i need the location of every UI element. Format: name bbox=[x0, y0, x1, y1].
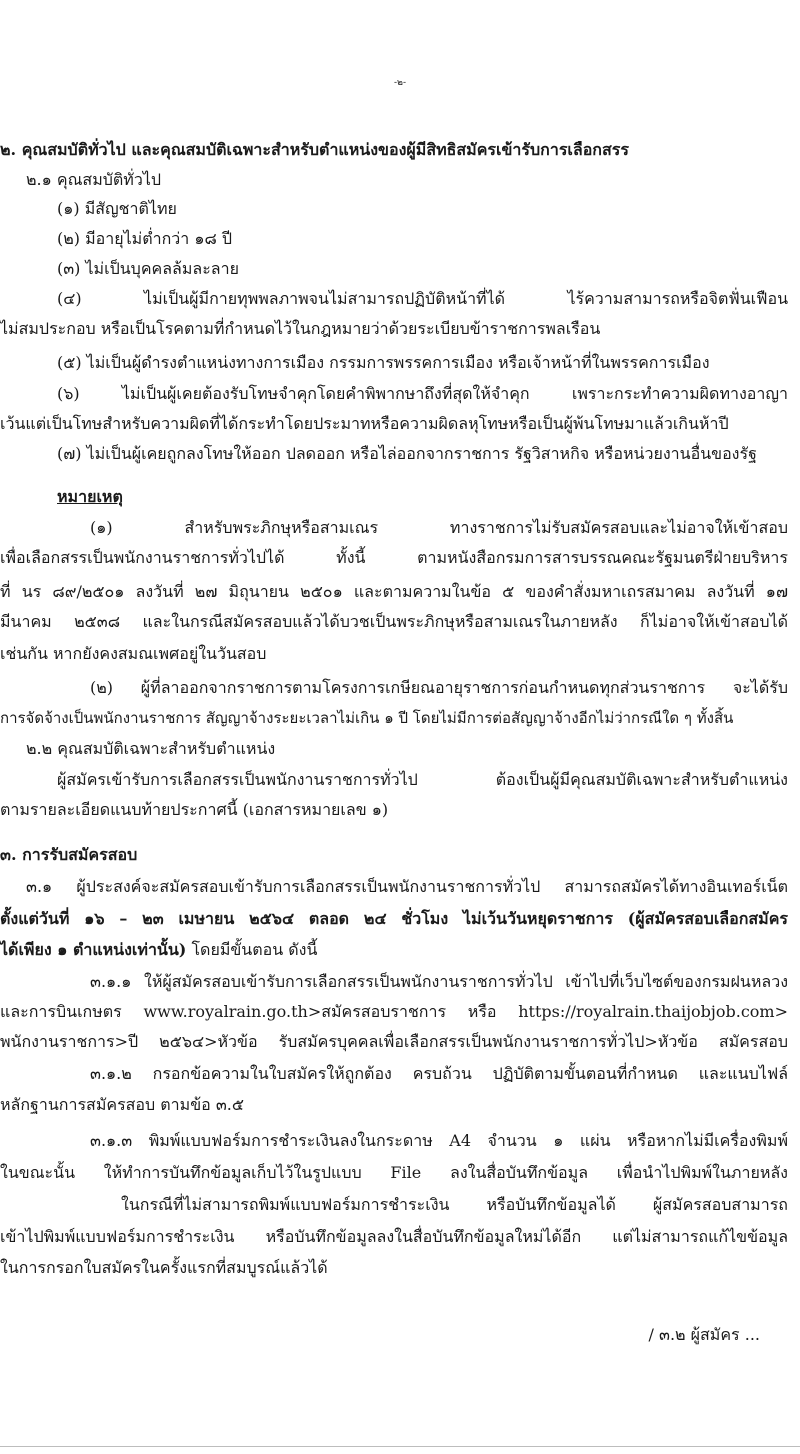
section-2-2-line1: ผู้สมัครเข้ารับการเลือกสรรเป็นพนักงานราชการทั่วไป ต้องเป็นผู้มีคุณสมบัติเฉพาะสำหรับตำแหน่ง bbox=[57, 770, 788, 789]
note-1-line4: มีนาคม ๒๕๓๘ และในกรณีสมัครสอบแล้วได้บวชเป็นพระภิกษุหรือสามเณรในภายหลัง ก็ไม่อาจให้เข้าสอบได้ bbox=[0, 612, 788, 631]
section-3-title: ๓. การรับสมัครสอบ bbox=[0, 845, 138, 864]
qualification-4-line1: (๔) ไม่เป็นผู้มีกายทุพพลภาพจนไม่สามารถปฏิบัติหน้าที่ได้ ไร้ความสามารถหรือจิตฟั่นเฟือน bbox=[57, 289, 788, 308]
note-1-line5: เช่นกัน หากยังคงสมณเพศอยู่ในวันสอบ bbox=[0, 644, 267, 663]
qualification-4-line2: ไม่สมประกอบ หรือเป็นโรคตามที่กำหนดไว้ในกฎหมายว่าด้วยระเบียบข้าราชการพลเรือน bbox=[0, 319, 601, 338]
page-number: -๒- bbox=[393, 78, 406, 88]
note-title: หมายเหตุ bbox=[57, 487, 123, 506]
qualification-5: (๕) ไม่เป็นผู้ดำรงตำแหน่งทางการเมือง กรรมการพรรคการเมือง หรือเจ้าหน้าที่ในพรรคการเมือง bbox=[57, 353, 710, 372]
qualification-6-line1: (๖) ไม่เป็นผู้เคยต้องรับโทษจำคุกโดยคำพิพากษาถึงที่สุดให้จำคุก เพราะกระทำความผิดทางอาญา bbox=[57, 384, 788, 403]
note-2-line2: การจัดจ้างเป็นพนักงานราชการ สัญญาจ้างระยะเวลาไม่เกิน ๑ ปี โดยไม่มีการต่อสัญญาจ้างอีกไม่ว่ากรณีใด ๆ ทั้งสิ้น bbox=[0, 709, 734, 727]
section-2-title: ๒. คุณสมบัติทั่วไป และคุณสมบัติเฉพาะสำหรับตำแหน่งของผู้มีสิทธิสมัครเข้ารับการเลือกสรร bbox=[0, 140, 629, 159]
section-3-1-1-line2: และการบินเกษตร www.royalrain.go.th>สมัครสอบราชการ หรือ https://royalrain.thaijobjob.com> bbox=[0, 1002, 788, 1021]
section-2-2-line2: ตามรายละเอียดแนบท้ายประกาศนี้ (เอกสารหมายเลข ๑) bbox=[0, 800, 389, 819]
section-2-2-title: ๒.๒ คุณสมบัติเฉพาะสำหรับตำแหน่ง bbox=[26, 739, 276, 758]
section-3-1-line2: ตั้งแต่วันที่ ๑๖ – ๒๓ เมษายน ๒๕๖๔ ตลอด ๒๔ ชั่วโมง ไม่เว้นวันหยุดราชการ (ผู้สมัครสอบเลือกสมัคร bbox=[0, 909, 788, 928]
section-3-1-line3-bold: ได้เพียง ๑ ตำแหน่งเท่านั้น) bbox=[0, 940, 187, 959]
note-1-line2: เพื่อเลือกสรรเป็นพนักงานราชการทั่วไปได้ ทั้งนี้ ตามหนังสือกรมการสารบรรณคณะรัฐมนตรีฝ่ายบริหาร bbox=[0, 548, 788, 567]
section-3-1-3-line2: ในขณะนั้น ให้ทำการบันทึกข้อมูลเก็บไว้ในรูปแบบ File ลงในสื่อบันทึกข้อมูล เพื่อนำไปพิมพ์ในภายหลัง bbox=[0, 1163, 788, 1182]
section-2-1-title: ๒.๑ คุณสมบัติทั่วไป bbox=[26, 170, 162, 189]
section-3-1-line1: ๓.๑ ผู้ประสงค์จะสมัครสอบเข้ารับการเลือกสรรเป็นพนักงานราชการทั่วไป สามารถสมัครได้ทางอินเทอร์เน็ต bbox=[26, 877, 788, 896]
section-3-1-1-line1: ๓.๑.๑ ให้ผู้สมัครสอบเข้ารับการเลือกสรรเป็นพนักงานราชการทั่วไป เข้าไปที่เว็บไซต์ของกรมฝนหลวง bbox=[90, 972, 788, 991]
section-3-1-2-line1: ๓.๑.๒ กรอกข้อความในใบสมัครให้ถูกต้อง ครบถ้วน ปฏิบัติตามขั้นตอนที่กำหนด และแนบไฟล์ bbox=[90, 1064, 788, 1083]
continuation-marker: / ๓.๒ ผู้สมัคร ... bbox=[648, 1325, 760, 1344]
qualification-6-line2: เว้นแต่เป็นโทษสำหรับความผิดที่ได้กระทำโดยประมาทหรือความผิดลหุโทษหรือเป็นผู้พ้นโทษมาแล้วเกินห้าปี bbox=[0, 414, 729, 433]
section-3-1-2-line2: หลักฐานการสมัครสอบ ตามข้อ ๓.๕ bbox=[0, 1095, 244, 1114]
note-1-line3: ที่ นร ๘๙/๒๕๐๑ ลงวันที่ ๒๗ มิถุนายน ๒๕๐๑ และตามความในข้อ ๕ ของคำสั่งมหาเถรสมาคม ลงวันที่ ๑๗ bbox=[0, 582, 788, 601]
note-2-line1: (๒) ผู้ที่ลาออกจากราชการตามโครงการเกษียณอายุราชการก่อนกำหนดทุกส่วนราชการ จะได้รับ bbox=[90, 678, 788, 697]
qualification-3: (๓) ไม่เป็นบุคคลล้มละลาย bbox=[57, 259, 239, 278]
section-3-1-1-line3: พนักงานราชการ>ปี ๒๕๖๔>หัวข้อ รับสมัครบุคคลเพื่อเลือกสรรเป็นพนักงานราชการทั่วไป>หัวข้อ สมัครสอบ bbox=[0, 1032, 788, 1051]
section-3-1-3-line4: เข้าไปพิมพ์แบบฟอร์มการชำระเงิน หรือบันทึกข้อมูลลงในสื่อบันทึกข้อมูลใหม่ได้อีก แต่ไม่สามารถแก้ไขข้อมูล bbox=[0, 1227, 788, 1246]
section-3-1-line3 bbox=[0, 937, 317, 963]
note-1-line1: (๑) สำหรับพระภิกษุหรือสามเณร ทางราชการไม่รับสมัครสอบและไม่อาจให้เข้าสอบ bbox=[90, 518, 788, 537]
section-3-1-3-line1: ๓.๑.๓ พิมพ์แบบฟอร์มการชำระเงินลงในกระดาษ A4 จำนวน ๑ แผ่น หรือหากไม่มีเครื่องพิมพ์ bbox=[90, 1131, 788, 1150]
qualification-1: (๑) มีสัญชาติไทย bbox=[57, 199, 177, 218]
page-bottom-rule bbox=[0, 1446, 800, 1447]
section-3-1-3-line5: ในการกรอกใบสมัครในครั้งแรกที่สมบูรณ์แล้วได้ bbox=[0, 1258, 328, 1277]
section-3-1-3-line3: ในกรณีที่ไม่สามารถพิมพ์แบบฟอร์มการชำระเงิน หรือบันทึกข้อมูลได้ ผู้สมัครสอบสามารถ bbox=[121, 1195, 788, 1214]
qualification-2: (๒) มีอายุไม่ต่ำกว่า ๑๘ ปี bbox=[57, 229, 233, 248]
qualification-7: (๗) ไม่เป็นผู้เคยถูกลงโทษให้ออก ปลดออก หรือไล่ออกจากราชการ รัฐวิสาหกิจ หรือหน่วยงานอื่นของรัฐ bbox=[57, 444, 757, 463]
section-3-1-line3-rest: โดยมีขั้นตอน ดังนี้ bbox=[186, 940, 318, 959]
